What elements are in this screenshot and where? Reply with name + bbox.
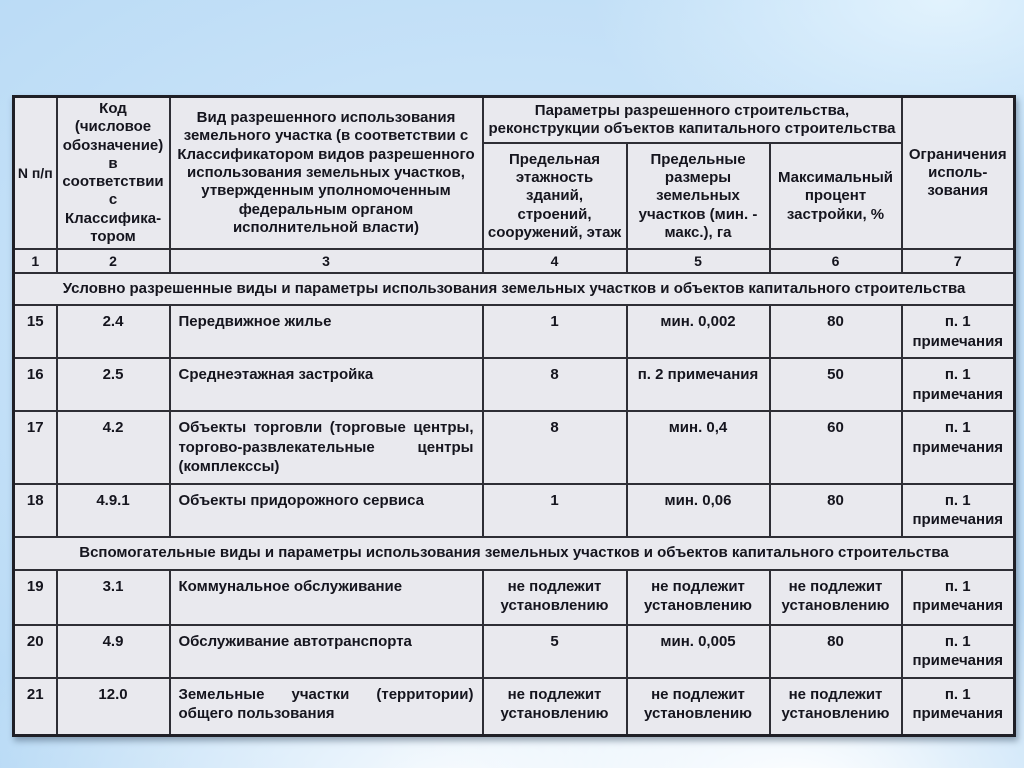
column-number: 7 [902,249,1015,273]
cell-plot-size: мин. 0,4 [627,411,770,484]
header-num: N п/п [14,97,57,250]
table-row-15 [14,305,1015,358]
cell-restrictions: п. 1 примечания [902,678,1015,736]
column-number: 2 [57,249,170,273]
cell-land-use-type: Обслуживание автотранспорта [170,625,483,678]
cell-max-built-percent: не подлежит установлению [770,678,902,736]
cell-max-floors: 1 [483,305,627,358]
cell-code: 4.9 [57,625,170,678]
cell-plot-size: п. 2 примечания [627,358,770,411]
table-row-16 [14,358,1015,411]
cell-restrictions: п. 1 примечания [902,484,1015,537]
section-title: Условно разрешенные виды и параметры использования земельных участков и объектов капитального строительства [14,273,1015,305]
column-number-row [14,249,1015,273]
cell-land-use-type: Объекты торговли (торговые центры, торгово-развлекательные центры (комплекссы) [170,411,483,484]
table-row-19 [14,570,1015,625]
column-number: 3 [170,249,483,273]
column-number: 6 [770,249,902,273]
cell-plot-size: мин. 0,002 [627,305,770,358]
cell-restrictions: п. 1 примечания [902,411,1015,484]
cell-land-use-type: Земельные участки (территории) общего пользования [170,678,483,736]
land-use-parameters-table [12,95,1016,737]
cell-plot-size: мин. 0,06 [627,484,770,537]
cell-max-floors: 8 [483,358,627,411]
cell-max-floors: 1 [483,484,627,537]
cell-land-use-type: Объекты придорожного сервиса [170,484,483,537]
section-title: Вспомогательные виды и параметры использования земельных участков и объектов капитального строительства [14,537,1015,570]
cell-max-built-percent: 60 [770,411,902,484]
header-params-group: Параметры разрешенного строительства, реконструкции объектов капитального строительства [483,97,902,144]
cell-land-use-type: Коммунальное обслуживание [170,570,483,625]
cell-restrictions: п. 1 примечания [902,358,1015,411]
section-band-auxiliary [14,537,1015,570]
column-number: 4 [483,249,627,273]
cell-restrictions: п. 1 примечания [902,305,1015,358]
cell-max-built-percent: 80 [770,625,902,678]
cell-max-floors: не подлежит установлению [483,570,627,625]
header-code: Код (числовое обозначение) в соответствии с Классифика-тором [57,97,170,250]
table-row-18 [14,484,1015,537]
cell-plot-size: не подлежит установлению [627,678,770,736]
cell-max-built-percent: 50 [770,358,902,411]
table-row-21 [14,678,1015,736]
cell-restrictions: п. 1 примечания [902,625,1015,678]
cell-code: 2.4 [57,305,170,358]
cell-max-built-percent: 80 [770,484,902,537]
cell-num: 17 [14,411,57,484]
cell-code: 12.0 [57,678,170,736]
cell-plot-size: мин. 0,005 [627,625,770,678]
cell-land-use-type: Передвижное жилье [170,305,483,358]
cell-code: 3.1 [57,570,170,625]
cell-code: 2.5 [57,358,170,411]
cell-max-built-percent: не подлежит установлению [770,570,902,625]
header-plot-size: Предельные размеры земельных участков (мин. - макс.), га [627,143,770,249]
cell-max-built-percent: 80 [770,305,902,358]
header-max-built-percent: Максимальный процент застройки, % [770,143,902,249]
cell-num: 15 [14,305,57,358]
cell-max-floors: 8 [483,411,627,484]
cell-land-use-type: Среднеэтажная застройка [170,358,483,411]
column-number: 5 [627,249,770,273]
header-max-floors: Предельная этажность зданий, строений, сооружений, этаж [483,143,627,249]
cell-max-floors: не подлежит установлению [483,678,627,736]
column-number: 1 [14,249,57,273]
cell-plot-size: не подлежит установлению [627,570,770,625]
cell-num: 18 [14,484,57,537]
section-band-conditionally-permitted [14,273,1015,305]
header-restrictions: Ограничения исполь-зования [902,97,1015,250]
table-row-20 [14,625,1015,678]
cell-num: 16 [14,358,57,411]
cell-num: 19 [14,570,57,625]
cell-num: 20 [14,625,57,678]
cell-max-floors: 5 [483,625,627,678]
cell-restrictions: п. 1 примечания [902,570,1015,625]
table-row-17 [14,411,1015,484]
header-land-use-type: Вид разрешенного использования земельного участка (в соответствии с Классификатором видов разрешенного использования земельных участков, утвержденным уполномоченным федеральным органом исполнительной власти) [170,97,483,250]
cell-num: 21 [14,678,57,736]
cell-code: 4.9.1 [57,484,170,537]
header-row-group [14,97,1015,144]
cell-code: 4.2 [57,411,170,484]
